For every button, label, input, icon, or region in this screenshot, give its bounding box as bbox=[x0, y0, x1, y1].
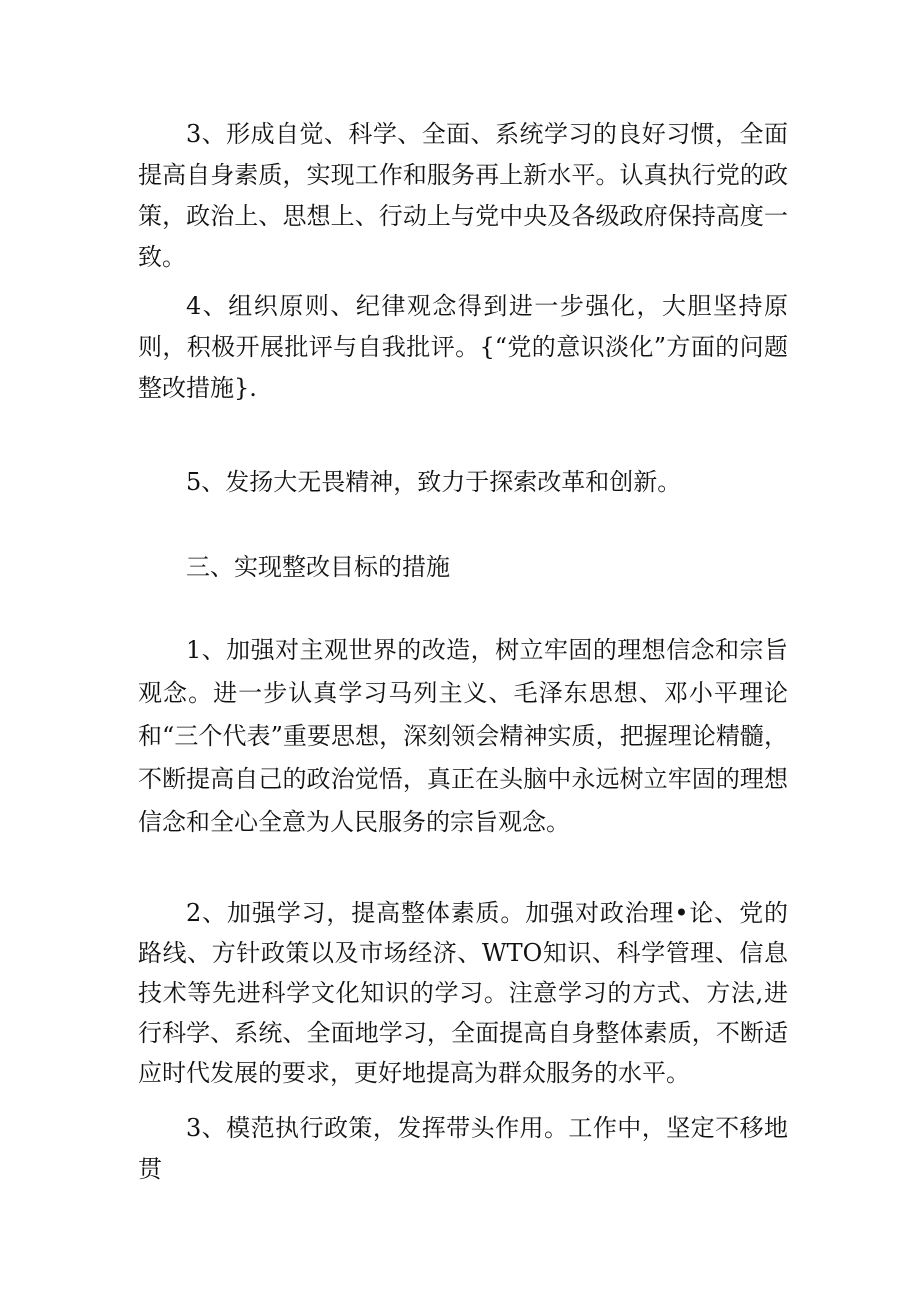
paragraph-measure-3: 3、模范执行政策，发挥带头作用。工作中，坚定不移地贯 bbox=[138, 1114, 788, 1183]
paragraph-measure-1: 1、加强对主观世界的改造，树立牢固的理想信念和宗旨观念。进一步认真学习马列主义、毛泽东思想、邓小平理论和“三个代表”重要思想，深刻领会精神实质，把握理论精髓，不断提高自己的政治觉悟，真正在头脑中永远树立牢固的理想信念和全心全意为人民服务的宗旨观念。 bbox=[138, 636, 788, 836]
paragraph-goal-5: 5、发扬大无畏精神，致力于探索改革和创新。 bbox=[186, 468, 682, 496]
paragraph-measure-2: 2、加强学习，提高整体素质。加强对政治理•论、党的路线、方针政策以及市场经济、WTO知识、科学管理、信息技术等先进科学文化知识的学习。注意学习的方式、方法,进行科学、系统、全面地学习，全面提高自身整体素质，不断适应时代发展的要求，更好地提高为群众服务的水平。 bbox=[138, 899, 788, 1087]
paragraph-goal-3: 3、形成自觉、科学、全面、系统学习的良好习惯，全面提高自身素质，实现工作和服务再上新水平。认真执行党的政策，政治上、思想上、行动上与党中央及各级政府保持高度一致。 bbox=[138, 120, 788, 271]
paragraph-goal-4: 4、组织原则、纪律观念得到进一步强化，大胆坚持原则，积极开展批评与自我批评。{“党的意识淡化”方面的问题整改措施}. bbox=[138, 292, 788, 402]
section-heading-measures: 三、实现整改目标的措施 bbox=[186, 553, 450, 581]
